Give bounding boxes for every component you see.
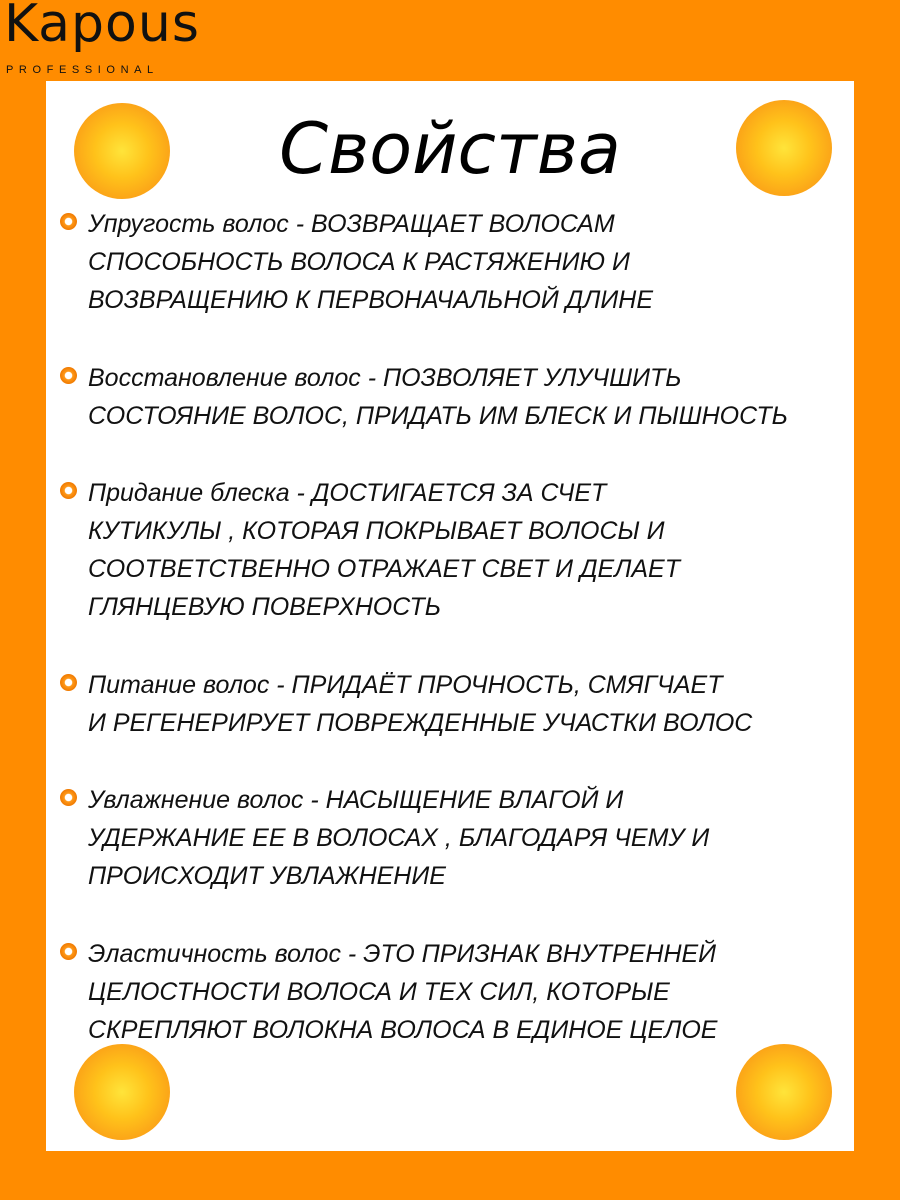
list-item <box>60 935 850 1049</box>
item-text: - ПОЗВОЛЯЕТ УЛУЧШИТЬ СОСТОЯНИЕ ВОЛОС, ПРИДАТЬ ИМ БЛЕСК И ПЫШНОСТЬ <box>88 364 788 430</box>
list-item <box>60 666 850 742</box>
brand-name: Kapous <box>4 0 200 54</box>
item-text: - ПРИДАЁТ ПРОЧНОСТЬ, СМЯГЧАЕТ И РЕГЕНЕРИРУЕТ ПОВРЕЖДЕННЫЕ УЧАСТКИ ВОЛОС <box>88 671 753 737</box>
list-item <box>60 474 850 626</box>
list-item <box>60 781 850 895</box>
brand-subtitle: PROFESSIONAL <box>6 64 159 76</box>
bullet-icon <box>60 674 77 691</box>
bullet-icon <box>60 789 77 806</box>
item-text: - ЭТО ПРИЗНАК ВНУТРЕННЕЙ ЦЕЛОСТНОСТИ ВОЛОСА И ТЕХ СИЛ, КОТОРЫЕ СКРЕПЛЯЮТ ВОЛОКНА ВОЛОСА В ЕДИНОЕ ЦЕЛОЕ <box>88 940 718 1044</box>
bullet-icon <box>60 213 77 230</box>
item-lead: Увлажнение волос <box>88 786 304 814</box>
item-lead: Эластичность волос <box>88 940 341 968</box>
bullet-icon <box>60 943 77 960</box>
item-text: - ВОЗВРАЩАЕТ ВОЛОСАМ СПОСОБНОСТЬ ВОЛОСА К РАСТЯЖЕНИЮ И ВОЗВРАЩЕНИЮ К ПЕРВОНАЧАЛЬНОЙ ДЛИНЕ <box>88 210 654 314</box>
item-lead: Питание волос <box>88 671 270 699</box>
list-item <box>60 359 850 435</box>
item-text: - ДОСТИГАЕТСЯ ЗА СЧЕТ КУТИКУЛЫ , КОТОРАЯ ПОКРЫВАЕТ ВОЛОСЫ И СООТВЕТСТВЕННО ОТРАЖАЕТ СВЕТ И ДЕЛАЕТ ГЛЯНЦЕВУЮ ПОВЕРХНОСТЬ <box>88 479 680 621</box>
item-lead: Упругость волос <box>88 210 289 238</box>
bullet-icon <box>60 482 77 499</box>
bullet-icon <box>60 367 77 384</box>
item-lead: Придание блеска <box>88 479 290 507</box>
list-item <box>60 205 850 319</box>
page-title: Свойства <box>279 108 621 190</box>
item-text: - НАСЫЩЕНИЕ ВЛАГОЙ И УДЕРЖАНИЕ ЕЕ В ВОЛОСАХ , БЛАГОДАРЯ ЧЕМУ И ПРОИСХОДИТ УВЛАЖНЕНИЕ <box>88 786 710 890</box>
item-lead: Восстановление волос <box>88 364 361 392</box>
